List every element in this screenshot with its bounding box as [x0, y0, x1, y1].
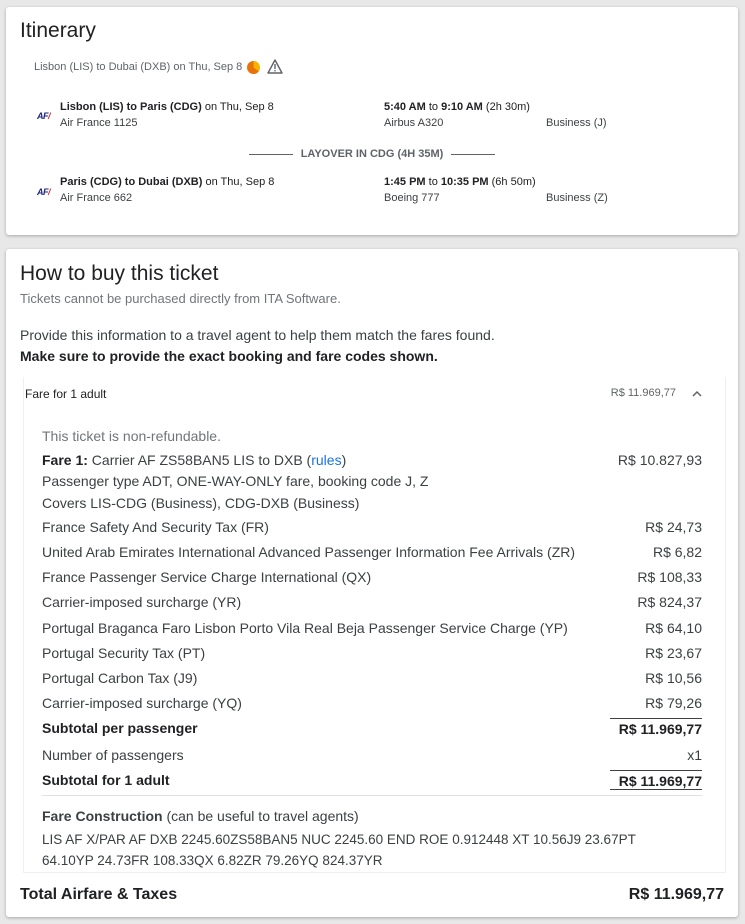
tax-row-amount: R$ 24,73: [645, 519, 702, 535]
fare-construction-heading: Fare Construction (can be useful to travel agents): [42, 808, 359, 824]
segment-1-aircraft: Airbus A320: [384, 117, 444, 129]
itinerary-card: [6, 7, 738, 235]
segment-1-times: 5:40 AM to 9:10 AM (2h 30m): [384, 101, 530, 113]
divider-line: [249, 154, 293, 155]
segment-1-cabin: Business (J): [546, 117, 607, 129]
segment-1-route: Lisbon (LIS) to Paris (CDG) on Thu, Sep 8: [60, 101, 274, 113]
tax-row-amount: R$ 824,37: [637, 594, 702, 610]
tax-row-label: Carrier-imposed surcharge (YR): [42, 594, 242, 610]
tax-row-label: France Passenger Service Charge International (QX): [42, 569, 372, 585]
segment-1-flight: Air France 1125: [60, 117, 138, 129]
fare-1-covers: Covers LIS-CDG (Business), CDG-DXB (Business): [42, 495, 360, 511]
number-of-passengers-label: Number of passengers: [42, 747, 184, 763]
subtotal-adult-value: R$ 11.969,77: [610, 770, 702, 790]
tax-row-amount: R$ 23,67: [645, 645, 702, 661]
segment-2-route: Paris (CDG) to Dubai (DXB) on Thu, Sep 8: [60, 176, 275, 188]
segment-2-cabin: Business (Z): [546, 192, 608, 204]
fare-header-label[interactable]: Fare for 1 adult: [25, 387, 107, 401]
total-airfare-value: R$ 11.969,77: [628, 886, 724, 903]
how-to-buy-card: [6, 249, 738, 917]
air-france-logo-icon: AF/: [37, 111, 51, 121]
chevron-up-icon[interactable]: [692, 389, 702, 399]
rules-link[interactable]: rules: [311, 452, 342, 468]
tax-row-amount: R$ 79,26: [645, 695, 702, 711]
fare-1-line: Fare 1: Carrier AF ZS58BAN5 LIS to DXB (rules): [42, 452, 347, 468]
fare-1-amount: R$ 10.827,93: [617, 452, 702, 468]
total-airfare-label: Total Airfare & Taxes: [20, 886, 178, 903]
segment-2-aircraft: Boeing 777: [384, 192, 440, 204]
non-refundable-note: This ticket is non-refundable.: [42, 428, 221, 444]
itinerary-title: Itinerary: [20, 19, 96, 42]
make-sure-text: Make sure to provide the exact booking and fare codes shown.: [20, 348, 438, 364]
how-to-buy-subtitle: Tickets cannot be purchased directly from ITA Software.: [20, 291, 341, 306]
tax-row-label: Portugal Braganca Faro Lisbon Porto Vila Real Beja Passenger Service Charge (YP): [42, 620, 568, 636]
tax-row-label: United Arab Emirates International Advanced Passenger Information Fee Arrivals (ZR): [42, 544, 576, 560]
tax-row-amount: R$ 64,10: [645, 620, 702, 636]
divider-line: [451, 154, 495, 155]
tax-row-label: France Safety And Security Tax (FR): [42, 519, 269, 535]
tax-row-label: Portugal Security Tax (PT): [42, 645, 206, 661]
warning-icon[interactable]: [267, 59, 283, 74]
fare-header-total[interactable]: R$ 11.969,77: [610, 387, 676, 399]
how-to-buy-title: How to buy this ticket: [20, 262, 219, 285]
layover-divider: [249, 148, 495, 160]
tax-row-amount: R$ 108,33: [637, 569, 702, 585]
pie-chart-icon[interactable]: [247, 61, 260, 74]
route-summary: Lisbon (LIS) to Dubai (DXB) on Thu, Sep 8: [34, 61, 243, 73]
subtotal-per-passenger-label: Subtotal per passenger: [42, 720, 198, 736]
segment-2-flight: Air France 662: [60, 192, 133, 204]
provide-info-text: Provide this information to a travel agent to help them match the fares found.: [20, 327, 495, 343]
number-of-passengers-value: x1: [687, 747, 702, 763]
subtotal-adult-label: Subtotal for 1 adult: [42, 772, 170, 788]
fare-construction-text: LIS AF X/PAR AF DXB 2245.60ZS58BAN5 NUC 2245.60 END ROE 0.912448 XT 10.56J9 23.67PT 64.10YP 24.73FR 108.33QX 6.82ZR 79.26YQ 824.37YR: [42, 832, 636, 868]
divider: [42, 795, 702, 796]
fare-1-passenger-type: Passenger type ADT, ONE-WAY-ONLY fare, booking code J, Z: [42, 473, 429, 489]
layover-label: LAYOVER IN CDG (4H 35M): [300, 148, 444, 160]
segment-2-times: 1:45 PM to 10:35 PM (6h 50m): [384, 176, 536, 188]
tax-row-label: Portugal Carbon Tax (J9): [42, 670, 198, 686]
tax-row-amount: R$ 6,82: [652, 544, 702, 560]
air-france-logo-icon: AF/: [37, 187, 51, 197]
tax-row-label: Carrier-imposed surcharge (YQ): [42, 695, 242, 711]
subtotal-per-passenger-value: R$ 11.969,77: [610, 718, 702, 737]
tax-row-amount: R$ 10,56: [645, 670, 702, 686]
